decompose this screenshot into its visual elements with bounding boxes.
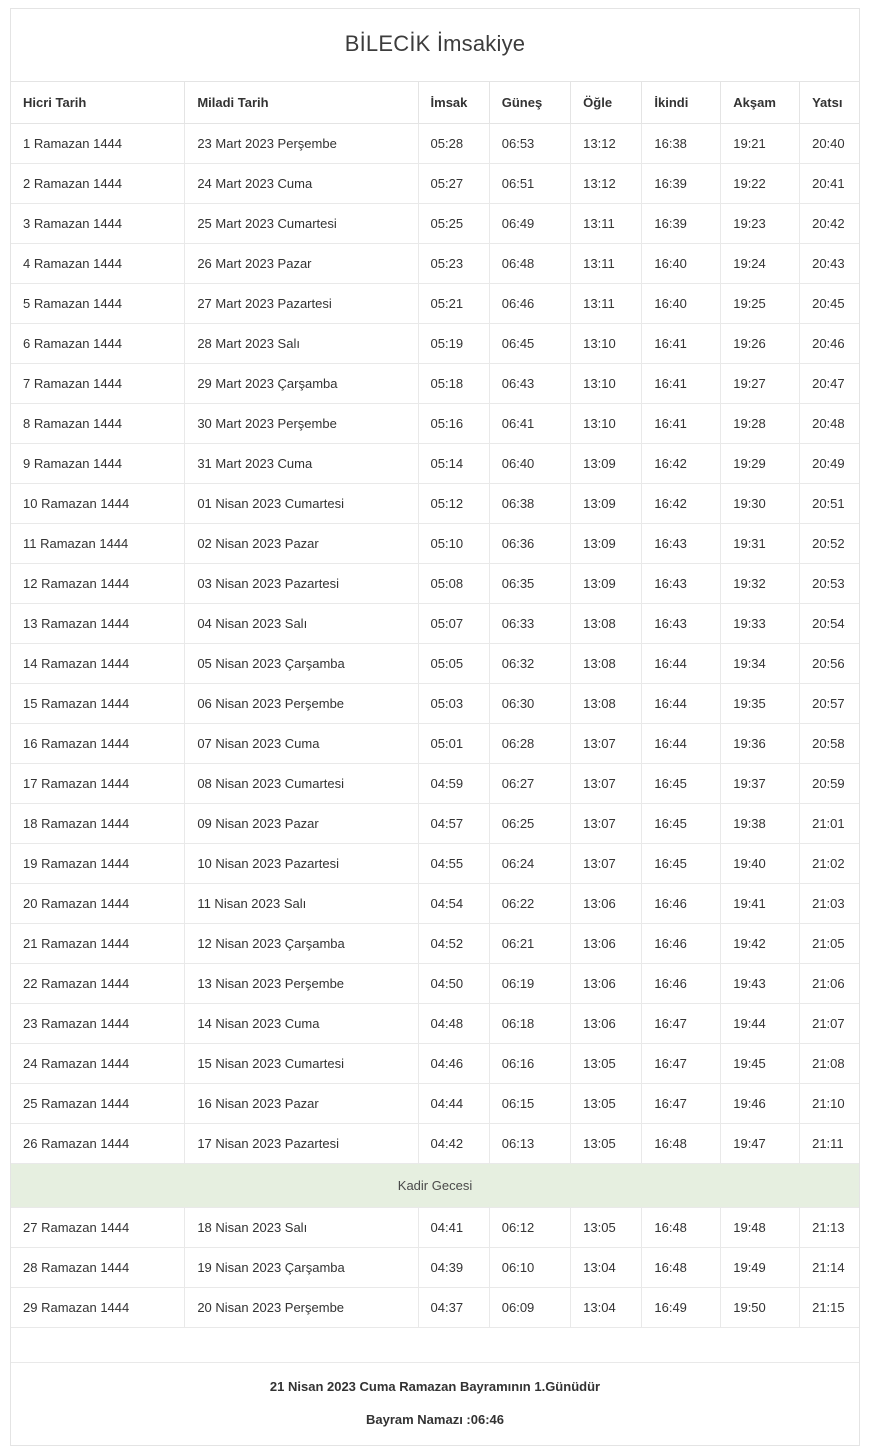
cell-ogle: 13:09	[571, 524, 642, 564]
cell-hicri-tarih: 15 Ramazan 1444	[11, 684, 185, 724]
column-header-hicri-tarih: Hicri Tarih	[11, 82, 185, 124]
cell-aksam: 19:24	[721, 244, 800, 284]
cell-imsak: 05:01	[418, 724, 489, 764]
cell-ogle: 13:12	[571, 124, 642, 164]
cell-ikindi: 16:40	[642, 244, 721, 284]
footer-note	[10, 1363, 860, 1446]
cell-miladi-tarih: 03 Nisan 2023 Pazartesi	[185, 564, 418, 604]
cell-yatsi: 20:52	[800, 524, 859, 564]
table-head	[11, 9, 859, 124]
cell-aksam: 19:26	[721, 324, 800, 364]
cell-ogle: 13:09	[571, 564, 642, 604]
cell-miladi-tarih: 27 Mart 2023 Pazartesi	[185, 284, 418, 324]
cell-hicri-tarih: 13 Ramazan 1444	[11, 604, 185, 644]
cell-imsak: 04:50	[418, 964, 489, 1004]
cell-yatsi: 20:54	[800, 604, 859, 644]
cell-gunes: 06:24	[489, 844, 570, 884]
cell-miladi-tarih: 19 Nisan 2023 Çarşamba	[185, 1248, 418, 1288]
cell-aksam: 19:35	[721, 684, 800, 724]
cell-imsak: 05:08	[418, 564, 489, 604]
cell-yatsi: 21:11	[800, 1124, 859, 1164]
cell-imsak: 05:21	[418, 284, 489, 324]
table-row	[11, 404, 859, 444]
cell-aksam: 19:36	[721, 724, 800, 764]
cell-aksam: 19:41	[721, 884, 800, 924]
spacer-cell	[11, 1328, 859, 1363]
cell-miladi-tarih: 05 Nisan 2023 Çarşamba	[185, 644, 418, 684]
cell-hicri-tarih: 17 Ramazan 1444	[11, 764, 185, 804]
cell-yatsi: 21:15	[800, 1288, 859, 1328]
cell-ikindi: 16:48	[642, 1248, 721, 1288]
cell-imsak: 05:03	[418, 684, 489, 724]
cell-gunes: 06:43	[489, 364, 570, 404]
column-header-ogle: Öğle	[571, 82, 642, 124]
cell-yatsi: 21:06	[800, 964, 859, 1004]
cell-hicri-tarih: 28 Ramazan 1444	[11, 1248, 185, 1288]
cell-ogle: 13:11	[571, 244, 642, 284]
table-row	[11, 804, 859, 844]
cell-gunes: 06:35	[489, 564, 570, 604]
cell-ogle: 13:09	[571, 484, 642, 524]
cell-ogle: 13:05	[571, 1084, 642, 1124]
cell-imsak: 04:57	[418, 804, 489, 844]
cell-miladi-tarih: 08 Nisan 2023 Cumartesi	[185, 764, 418, 804]
cell-ikindi: 16:38	[642, 124, 721, 164]
cell-ogle: 13:08	[571, 684, 642, 724]
cell-ikindi: 16:41	[642, 324, 721, 364]
cell-yatsi: 21:08	[800, 1044, 859, 1084]
cell-gunes: 06:12	[489, 1208, 570, 1248]
cell-ikindi: 16:42	[642, 444, 721, 484]
cell-gunes: 06:22	[489, 884, 570, 924]
table-row	[11, 924, 859, 964]
cell-imsak: 05:19	[418, 324, 489, 364]
cell-miladi-tarih: 24 Mart 2023 Cuma	[185, 164, 418, 204]
cell-ikindi: 16:47	[642, 1084, 721, 1124]
cell-aksam: 19:27	[721, 364, 800, 404]
cell-ikindi: 16:45	[642, 804, 721, 844]
cell-ogle: 13:08	[571, 644, 642, 684]
cell-aksam: 19:50	[721, 1288, 800, 1328]
cell-hicri-tarih: 10 Ramazan 1444	[11, 484, 185, 524]
cell-aksam: 19:49	[721, 1248, 800, 1288]
table-row	[11, 724, 859, 764]
cell-imsak: 05:16	[418, 404, 489, 444]
cell-imsak: 05:05	[418, 644, 489, 684]
cell-yatsi: 20:42	[800, 204, 859, 244]
cell-hicri-tarih: 18 Ramazan 1444	[11, 804, 185, 844]
table-row	[11, 1044, 859, 1084]
cell-yatsi: 21:10	[800, 1084, 859, 1124]
cell-miladi-tarih: 04 Nisan 2023 Salı	[185, 604, 418, 644]
cell-ikindi: 16:49	[642, 1288, 721, 1328]
cell-imsak: 04:48	[418, 1004, 489, 1044]
cell-miladi-tarih: 07 Nisan 2023 Cuma	[185, 724, 418, 764]
imsakiye-table	[11, 9, 859, 1363]
table-row	[11, 444, 859, 484]
cell-ikindi: 16:41	[642, 364, 721, 404]
cell-ikindi: 16:45	[642, 764, 721, 804]
cell-hicri-tarih: 12 Ramazan 1444	[11, 564, 185, 604]
cell-ogle: 13:05	[571, 1124, 642, 1164]
cell-hicri-tarih: 23 Ramazan 1444	[11, 1004, 185, 1044]
cell-ogle: 13:11	[571, 284, 642, 324]
cell-ogle: 13:10	[571, 364, 642, 404]
cell-gunes: 06:36	[489, 524, 570, 564]
column-header-miladi-tarih: Miladi Tarih	[185, 82, 418, 124]
cell-gunes: 06:49	[489, 204, 570, 244]
cell-hicri-tarih: 27 Ramazan 1444	[11, 1208, 185, 1248]
cell-hicri-tarih: 9 Ramazan 1444	[11, 444, 185, 484]
cell-hicri-tarih: 4 Ramazan 1444	[11, 244, 185, 284]
cell-gunes: 06:09	[489, 1288, 570, 1328]
cell-imsak: 04:52	[418, 924, 489, 964]
cell-yatsi: 20:48	[800, 404, 859, 444]
cell-gunes: 06:10	[489, 1248, 570, 1288]
cell-aksam: 19:37	[721, 764, 800, 804]
column-header-ikindi: İkindi	[642, 82, 721, 124]
cell-miladi-tarih: 13 Nisan 2023 Perşembe	[185, 964, 418, 1004]
cell-aksam: 19:25	[721, 284, 800, 324]
cell-ikindi: 16:43	[642, 604, 721, 644]
column-header-imsak: İmsak	[418, 82, 489, 124]
cell-aksam: 19:43	[721, 964, 800, 1004]
cell-ogle: 13:04	[571, 1288, 642, 1328]
cell-miladi-tarih: 23 Mart 2023 Perşembe	[185, 124, 418, 164]
table-row	[11, 764, 859, 804]
table-row	[11, 844, 859, 884]
cell-hicri-tarih: 19 Ramazan 1444	[11, 844, 185, 884]
cell-ogle: 13:11	[571, 204, 642, 244]
cell-ogle: 13:08	[571, 604, 642, 644]
cell-ikindi: 16:44	[642, 724, 721, 764]
cell-aksam: 19:28	[721, 404, 800, 444]
cell-aksam: 19:31	[721, 524, 800, 564]
cell-aksam: 19:38	[721, 804, 800, 844]
cell-imsak: 04:39	[418, 1248, 489, 1288]
cell-aksam: 19:46	[721, 1084, 800, 1124]
cell-miladi-tarih: 18 Nisan 2023 Salı	[185, 1208, 418, 1248]
cell-ikindi: 16:44	[642, 644, 721, 684]
cell-miladi-tarih: 01 Nisan 2023 Cumartesi	[185, 484, 418, 524]
cell-ikindi: 16:46	[642, 964, 721, 1004]
cell-yatsi: 21:14	[800, 1248, 859, 1288]
cell-gunes: 06:46	[489, 284, 570, 324]
cell-miladi-tarih: 28 Mart 2023 Salı	[185, 324, 418, 364]
cell-imsak: 04:55	[418, 844, 489, 884]
cell-yatsi: 20:41	[800, 164, 859, 204]
kadir-gecesi-label: Kadir Gecesi	[11, 1164, 859, 1208]
cell-imsak: 04:37	[418, 1288, 489, 1328]
table-row	[11, 364, 859, 404]
cell-ogle: 13:07	[571, 844, 642, 884]
cell-miladi-tarih: 11 Nisan 2023 Salı	[185, 884, 418, 924]
cell-ikindi: 16:41	[642, 404, 721, 444]
cell-yatsi: 21:02	[800, 844, 859, 884]
cell-aksam: 19:47	[721, 1124, 800, 1164]
cell-yatsi: 21:07	[800, 1004, 859, 1044]
cell-hicri-tarih: 29 Ramazan 1444	[11, 1288, 185, 1328]
cell-aksam: 19:22	[721, 164, 800, 204]
cell-ogle: 13:07	[571, 724, 642, 764]
cell-gunes: 06:48	[489, 244, 570, 284]
cell-gunes: 06:15	[489, 1084, 570, 1124]
cell-hicri-tarih: 22 Ramazan 1444	[11, 964, 185, 1004]
cell-ogle: 13:04	[571, 1248, 642, 1288]
cell-ikindi: 16:47	[642, 1004, 721, 1044]
table-row	[11, 564, 859, 604]
table-row	[11, 1004, 859, 1044]
table-row	[11, 1288, 859, 1328]
cell-yatsi: 20:45	[800, 284, 859, 324]
cell-gunes: 06:27	[489, 764, 570, 804]
cell-imsak: 05:25	[418, 204, 489, 244]
column-header-yatsi: Yatsı	[800, 82, 859, 124]
table-row	[11, 124, 859, 164]
cell-yatsi: 20:47	[800, 364, 859, 404]
cell-hicri-tarih: 8 Ramazan 1444	[11, 404, 185, 444]
cell-ikindi: 16:45	[642, 844, 721, 884]
table-row	[11, 164, 859, 204]
cell-gunes: 06:21	[489, 924, 570, 964]
cell-aksam: 19:34	[721, 644, 800, 684]
cell-ogle: 13:12	[571, 164, 642, 204]
cell-yatsi: 20:59	[800, 764, 859, 804]
cell-hicri-tarih: 2 Ramazan 1444	[11, 164, 185, 204]
cell-gunes: 06:53	[489, 124, 570, 164]
page-title: BİLECİK İmsakiye	[11, 9, 859, 82]
cell-yatsi: 20:40	[800, 124, 859, 164]
cell-yatsi: 20:43	[800, 244, 859, 284]
cell-ogle: 13:05	[571, 1208, 642, 1248]
table-row	[11, 1208, 859, 1248]
table-row	[11, 1084, 859, 1124]
cell-yatsi: 20:56	[800, 644, 859, 684]
cell-aksam: 19:21	[721, 124, 800, 164]
cell-yatsi: 20:51	[800, 484, 859, 524]
table-row	[11, 604, 859, 644]
cell-imsak: 05:28	[418, 124, 489, 164]
cell-ogle: 13:06	[571, 884, 642, 924]
cell-imsak: 05:12	[418, 484, 489, 524]
cell-hicri-tarih: 11 Ramazan 1444	[11, 524, 185, 564]
page-title-row	[11, 9, 859, 82]
table-row	[11, 1248, 859, 1288]
cell-aksam: 19:48	[721, 1208, 800, 1248]
cell-miladi-tarih: 02 Nisan 2023 Pazar	[185, 524, 418, 564]
cell-miladi-tarih: 20 Nisan 2023 Perşembe	[185, 1288, 418, 1328]
cell-miladi-tarih: 14 Nisan 2023 Cuma	[185, 1004, 418, 1044]
cell-imsak: 04:41	[418, 1208, 489, 1248]
cell-gunes: 06:19	[489, 964, 570, 1004]
cell-ogle: 13:06	[571, 924, 642, 964]
cell-hicri-tarih: 25 Ramazan 1444	[11, 1084, 185, 1124]
cell-yatsi: 21:01	[800, 804, 859, 844]
cell-aksam: 19:33	[721, 604, 800, 644]
cell-imsak: 05:10	[418, 524, 489, 564]
cell-gunes: 06:28	[489, 724, 570, 764]
cell-ogle: 13:09	[571, 444, 642, 484]
cell-imsak: 05:14	[418, 444, 489, 484]
cell-hicri-tarih: 20 Ramazan 1444	[11, 884, 185, 924]
cell-ikindi: 16:46	[642, 884, 721, 924]
spacer-row	[11, 1328, 859, 1363]
imsakiye-table-container	[10, 8, 860, 1363]
cell-miladi-tarih: 16 Nisan 2023 Pazar	[185, 1084, 418, 1124]
cell-imsak: 04:54	[418, 884, 489, 924]
cell-hicri-tarih: 5 Ramazan 1444	[11, 284, 185, 324]
cell-miladi-tarih: 26 Mart 2023 Pazar	[185, 244, 418, 284]
cell-ogle: 13:10	[571, 404, 642, 444]
cell-ogle: 13:06	[571, 1004, 642, 1044]
cell-imsak: 05:18	[418, 364, 489, 404]
cell-hicri-tarih: 26 Ramazan 1444	[11, 1124, 185, 1164]
table-row	[11, 204, 859, 244]
cell-hicri-tarih: 14 Ramazan 1444	[11, 644, 185, 684]
cell-miladi-tarih: 30 Mart 2023 Perşembe	[185, 404, 418, 444]
cell-ikindi: 16:39	[642, 164, 721, 204]
cell-imsak: 05:27	[418, 164, 489, 204]
bayram-date-note: 21 Nisan 2023 Cuma Ramazan Bayramının 1.Günüdür	[269, 1379, 601, 1394]
cell-yatsi: 20:58	[800, 724, 859, 764]
cell-ikindi: 16:43	[642, 524, 721, 564]
cell-gunes: 06:51	[489, 164, 570, 204]
cell-imsak: 05:07	[418, 604, 489, 644]
table-row	[11, 964, 859, 1004]
cell-miladi-tarih: 29 Mart 2023 Çarşamba	[185, 364, 418, 404]
cell-gunes: 06:32	[489, 644, 570, 684]
table-row	[11, 324, 859, 364]
table-row	[11, 684, 859, 724]
cell-ogle: 13:07	[571, 804, 642, 844]
cell-ogle: 13:07	[571, 764, 642, 804]
cell-aksam: 19:29	[721, 444, 800, 484]
cell-miladi-tarih: 10 Nisan 2023 Pazartesi	[185, 844, 418, 884]
cell-gunes: 06:25	[489, 804, 570, 844]
cell-miladi-tarih: 25 Mart 2023 Cumartesi	[185, 204, 418, 244]
table-row	[11, 644, 859, 684]
cell-aksam: 19:23	[721, 204, 800, 244]
cell-miladi-tarih: 09 Nisan 2023 Pazar	[185, 804, 418, 844]
table-body	[11, 124, 859, 1363]
cell-gunes: 06:16	[489, 1044, 570, 1084]
cell-yatsi: 20:46	[800, 324, 859, 364]
table-row	[11, 1124, 859, 1164]
table-row	[11, 484, 859, 524]
cell-ikindi: 16:46	[642, 924, 721, 964]
cell-imsak: 04:59	[418, 764, 489, 804]
cell-imsak: 05:23	[418, 244, 489, 284]
cell-aksam: 19:45	[721, 1044, 800, 1084]
cell-yatsi: 20:57	[800, 684, 859, 724]
cell-miladi-tarih: 06 Nisan 2023 Perşembe	[185, 684, 418, 724]
cell-gunes: 06:30	[489, 684, 570, 724]
cell-miladi-tarih: 17 Nisan 2023 Pazartesi	[185, 1124, 418, 1164]
cell-hicri-tarih: 16 Ramazan 1444	[11, 724, 185, 764]
cell-hicri-tarih: 6 Ramazan 1444	[11, 324, 185, 364]
cell-imsak: 04:42	[418, 1124, 489, 1164]
cell-miladi-tarih: 12 Nisan 2023 Çarşamba	[185, 924, 418, 964]
cell-ogle: 13:10	[571, 324, 642, 364]
cell-yatsi: 20:49	[800, 444, 859, 484]
cell-ikindi: 16:43	[642, 564, 721, 604]
cell-aksam: 19:32	[721, 564, 800, 604]
cell-aksam: 19:40	[721, 844, 800, 884]
cell-ikindi: 16:48	[642, 1124, 721, 1164]
cell-miladi-tarih: 15 Nisan 2023 Cumartesi	[185, 1044, 418, 1084]
column-header-row	[11, 82, 859, 124]
cell-hicri-tarih: 24 Ramazan 1444	[11, 1044, 185, 1084]
cell-ikindi: 16:40	[642, 284, 721, 324]
cell-ogle: 13:05	[571, 1044, 642, 1084]
cell-aksam: 19:44	[721, 1004, 800, 1044]
cell-ikindi: 16:48	[642, 1208, 721, 1248]
cell-ogle: 13:06	[571, 964, 642, 1004]
cell-gunes: 06:45	[489, 324, 570, 364]
cell-ikindi: 16:47	[642, 1044, 721, 1084]
cell-hicri-tarih: 1 Ramazan 1444	[11, 124, 185, 164]
cell-yatsi: 21:05	[800, 924, 859, 964]
cell-gunes: 06:41	[489, 404, 570, 444]
cell-ikindi: 16:44	[642, 684, 721, 724]
column-header-gunes: Güneş	[489, 82, 570, 124]
cell-hicri-tarih: 3 Ramazan 1444	[11, 204, 185, 244]
cell-gunes: 06:18	[489, 1004, 570, 1044]
cell-ikindi: 16:42	[642, 484, 721, 524]
cell-gunes: 06:33	[489, 604, 570, 644]
cell-miladi-tarih: 31 Mart 2023 Cuma	[185, 444, 418, 484]
table-row	[11, 244, 859, 284]
special-night-row	[11, 1164, 859, 1208]
cell-gunes: 06:38	[489, 484, 570, 524]
table-row	[11, 524, 859, 564]
table-row	[11, 884, 859, 924]
bayram-namazi-note: Bayram Namazı :06:46	[365, 1412, 505, 1427]
cell-hicri-tarih: 7 Ramazan 1444	[11, 364, 185, 404]
cell-aksam: 19:42	[721, 924, 800, 964]
cell-ikindi: 16:39	[642, 204, 721, 244]
cell-hicri-tarih: 21 Ramazan 1444	[11, 924, 185, 964]
cell-imsak: 04:44	[418, 1084, 489, 1124]
cell-gunes: 06:40	[489, 444, 570, 484]
cell-imsak: 04:46	[418, 1044, 489, 1084]
cell-yatsi: 21:03	[800, 884, 859, 924]
cell-yatsi: 20:53	[800, 564, 859, 604]
cell-gunes: 06:13	[489, 1124, 570, 1164]
cell-aksam: 19:30	[721, 484, 800, 524]
cell-yatsi: 21:13	[800, 1208, 859, 1248]
table-row	[11, 284, 859, 324]
column-header-aksam: Akşam	[721, 82, 800, 124]
